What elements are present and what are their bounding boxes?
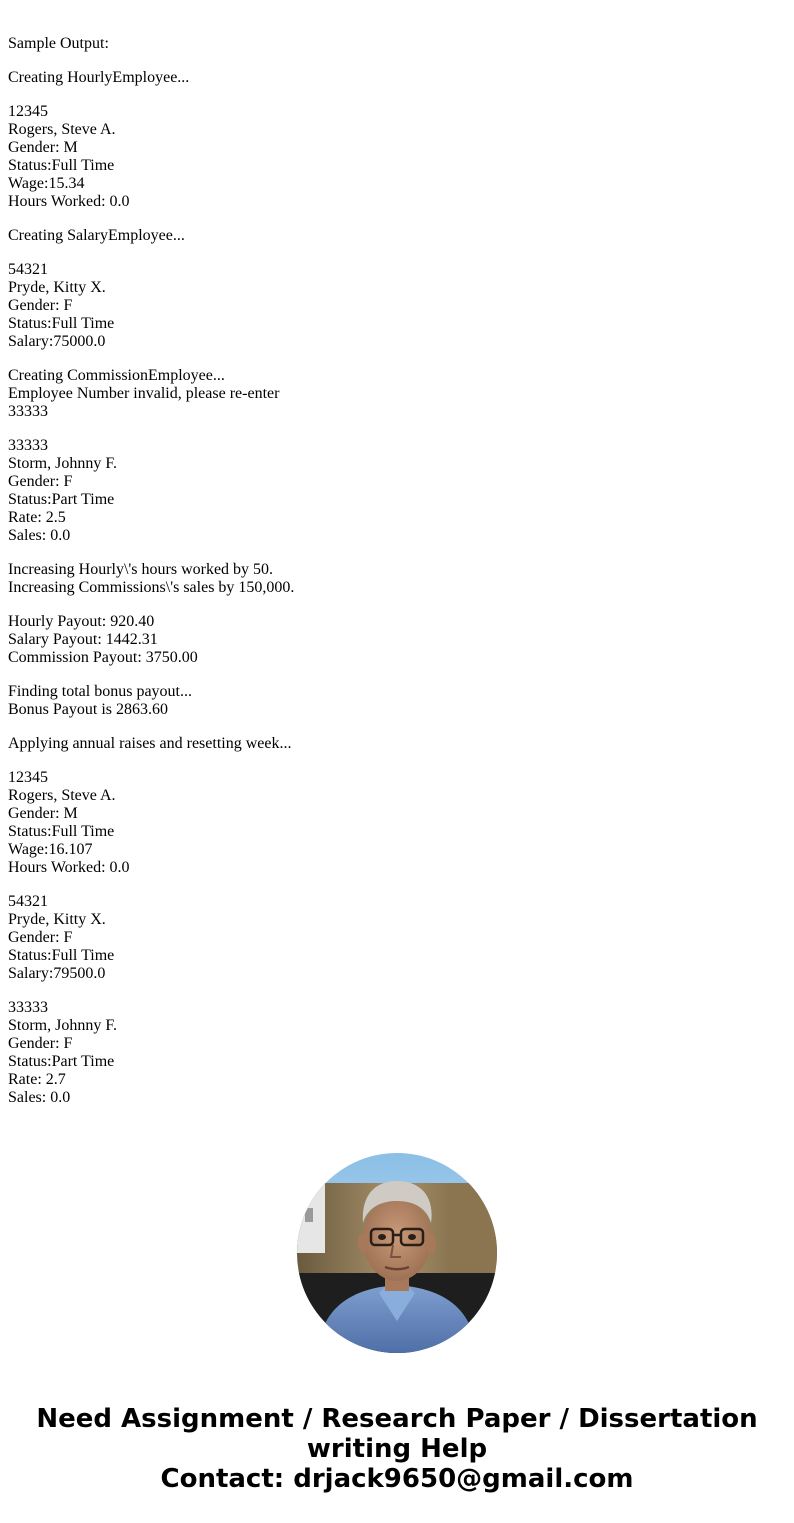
sample-output-text xyxy=(8,35,778,1123)
promo-contact-line: Contact: drjack9650@gmail.com xyxy=(160,1464,634,1494)
output-line: Hours Worked: 0.0 xyxy=(8,193,130,210)
output-line: Wage:15.34 xyxy=(8,175,85,192)
output-line: Storm, Johnny F. xyxy=(8,1017,117,1034)
output-line: Gender: F xyxy=(8,297,73,314)
output-paragraph xyxy=(8,35,778,53)
output-line: Sales: 0.0 xyxy=(8,1089,71,1106)
output-paragraph xyxy=(8,437,778,545)
output-paragraph xyxy=(8,769,778,877)
output-line: 33333 xyxy=(8,999,48,1016)
output-line: Increasing Commissions\'s sales by 150,000. xyxy=(8,579,295,596)
output-paragraph xyxy=(8,683,778,719)
output-line: Salary:79500.0 xyxy=(8,965,106,982)
output-line: Creating HourlyEmployee... xyxy=(8,69,190,86)
output-line: 54321 xyxy=(8,261,48,278)
output-paragraph xyxy=(8,69,778,87)
output-line: Pryde, Kitty X. xyxy=(8,911,106,928)
output-line: 54321 xyxy=(8,893,48,910)
output-paragraph xyxy=(8,561,778,597)
output-line: Increasing Hourly\'s hours worked by 50. xyxy=(8,561,274,578)
person-photo-icon xyxy=(297,1153,497,1353)
author-avatar xyxy=(297,1153,497,1353)
output-paragraph xyxy=(8,735,778,753)
promo-line-2: writing Help xyxy=(306,1434,488,1464)
output-line: 33333 xyxy=(8,437,48,454)
output-paragraph xyxy=(8,227,778,245)
output-line: Bonus Payout is 2863.60 xyxy=(8,701,169,718)
output-line: Gender: F xyxy=(8,929,73,946)
promo-line-1: Need Assignment / Research Paper / Dissertation xyxy=(36,1404,758,1434)
output-paragraph xyxy=(8,999,778,1107)
output-line: Gender: F xyxy=(8,473,73,490)
output-paragraph xyxy=(8,261,778,351)
output-line: Creating CommissionEmployee... xyxy=(8,367,225,384)
output-line: Status:Full Time xyxy=(8,157,115,174)
output-line: Sample Output: xyxy=(8,35,109,52)
output-line: Gender: M xyxy=(8,139,78,156)
promo-banner xyxy=(0,1404,794,1494)
output-line: Gender: M xyxy=(8,805,78,822)
output-line: Commission Payout: 3750.00 xyxy=(8,649,198,666)
output-paragraph xyxy=(8,613,778,667)
output-line: Wage:16.107 xyxy=(8,841,93,858)
output-line: Creating SalaryEmployee... xyxy=(8,227,185,244)
output-paragraph xyxy=(8,103,778,211)
output-line: Salary:75000.0 xyxy=(8,333,106,350)
output-line: Status:Full Time xyxy=(8,823,115,840)
output-line: Rogers, Steve A. xyxy=(8,121,116,138)
output-line: Hours Worked: 0.0 xyxy=(8,859,130,876)
output-line: 12345 xyxy=(8,769,48,786)
output-line: Rogers, Steve A. xyxy=(8,787,116,804)
output-line: Status:Part Time xyxy=(8,1053,115,1070)
output-line: Status:Part Time xyxy=(8,491,115,508)
output-line: Applying annual raises and resetting week... xyxy=(8,735,292,752)
output-line: Gender: F xyxy=(8,1035,73,1052)
output-line: Finding total bonus payout... xyxy=(8,683,192,700)
output-paragraph xyxy=(8,893,778,983)
output-line: Pryde, Kitty X. xyxy=(8,279,106,296)
output-paragraph xyxy=(8,367,778,421)
output-line: Rate: 2.5 xyxy=(8,509,66,526)
output-line: 12345 xyxy=(8,103,48,120)
output-line: Employee Number invalid, please re-enter xyxy=(8,385,280,402)
output-line: Status:Full Time xyxy=(8,315,115,332)
output-line: Storm, Johnny F. xyxy=(8,455,117,472)
output-line: Rate: 2.7 xyxy=(8,1071,66,1088)
output-line: Hourly Payout: 920.40 xyxy=(8,613,155,630)
output-line: 33333 xyxy=(8,403,48,420)
output-line: Status:Full Time xyxy=(8,947,115,964)
output-line: Sales: 0.0 xyxy=(8,527,71,544)
output-line: Salary Payout: 1442.31 xyxy=(8,631,158,648)
